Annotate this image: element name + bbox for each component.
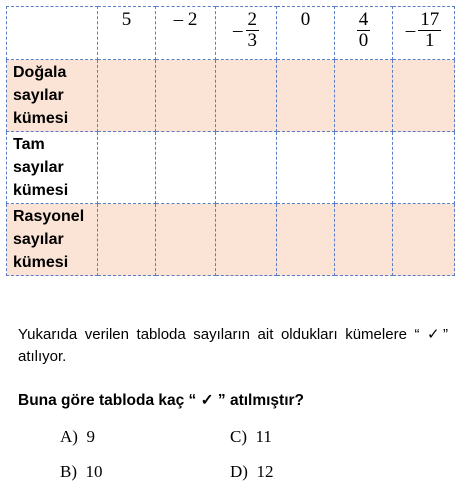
answer-cell[interactable] bbox=[277, 60, 335, 132]
header-cell-0: 0 bbox=[277, 7, 335, 60]
answer-cell[interactable] bbox=[277, 204, 335, 276]
header-cell-minus-2: – 2 bbox=[156, 7, 216, 60]
instruction-paragraph: Yukarıda verilen tabloda sayıların ait oldukları kümelere “ ✓” atılıyor. bbox=[18, 326, 448, 365]
header-cell-minus-2-3: – $\frac{2}{3}$ bbox=[216, 7, 277, 60]
option-c[interactable]: C) 11 bbox=[230, 427, 272, 446]
row-label-integers: Tam sayılar kümesi bbox=[7, 132, 98, 204]
table-row-natural-numbers bbox=[7, 60, 455, 132]
answer-cell[interactable] bbox=[393, 132, 455, 204]
answer-cell[interactable] bbox=[335, 60, 393, 132]
answer-cell[interactable] bbox=[393, 204, 455, 276]
option-d[interactable]: D) 12 bbox=[230, 462, 274, 481]
answer-cell[interactable] bbox=[393, 60, 455, 132]
row-label-rationals: Rasyonel sayılar kümesi bbox=[7, 204, 98, 276]
header-cell-minus-17-1: – $\frac{17}{1}$ bbox=[393, 7, 455, 60]
table-header-row bbox=[7, 7, 455, 60]
answer-cell[interactable] bbox=[98, 204, 156, 276]
header-cell-5: 5 bbox=[98, 7, 156, 60]
question-text: Buna göre tabloda kaç “ ✓ ” atılmıştır? bbox=[18, 392, 305, 409]
corner-cell bbox=[7, 7, 98, 60]
answer-cell[interactable] bbox=[98, 132, 156, 204]
row-label-natural: Doğala sayılar kümesi bbox=[7, 60, 98, 132]
table-row-rationals bbox=[7, 204, 455, 276]
answer-cell[interactable] bbox=[98, 60, 156, 132]
answer-cell[interactable] bbox=[156, 204, 216, 276]
answer-cell[interactable] bbox=[216, 60, 277, 132]
answer-cell[interactable] bbox=[335, 204, 393, 276]
answer-cell[interactable] bbox=[216, 132, 277, 204]
table-row-integers bbox=[7, 132, 455, 204]
answer-cell[interactable] bbox=[156, 60, 216, 132]
answer-cell[interactable] bbox=[335, 132, 393, 204]
answer-cell[interactable] bbox=[277, 132, 335, 204]
answer-cell[interactable] bbox=[216, 204, 277, 276]
header-cell-4-0: $\frac{4}{0}$ bbox=[335, 7, 393, 60]
option-b[interactable]: B) 10 bbox=[60, 462, 103, 481]
number-sets-table bbox=[6, 6, 455, 276]
option-a[interactable]: A) 9 bbox=[60, 427, 95, 446]
answer-cell[interactable] bbox=[156, 132, 216, 204]
